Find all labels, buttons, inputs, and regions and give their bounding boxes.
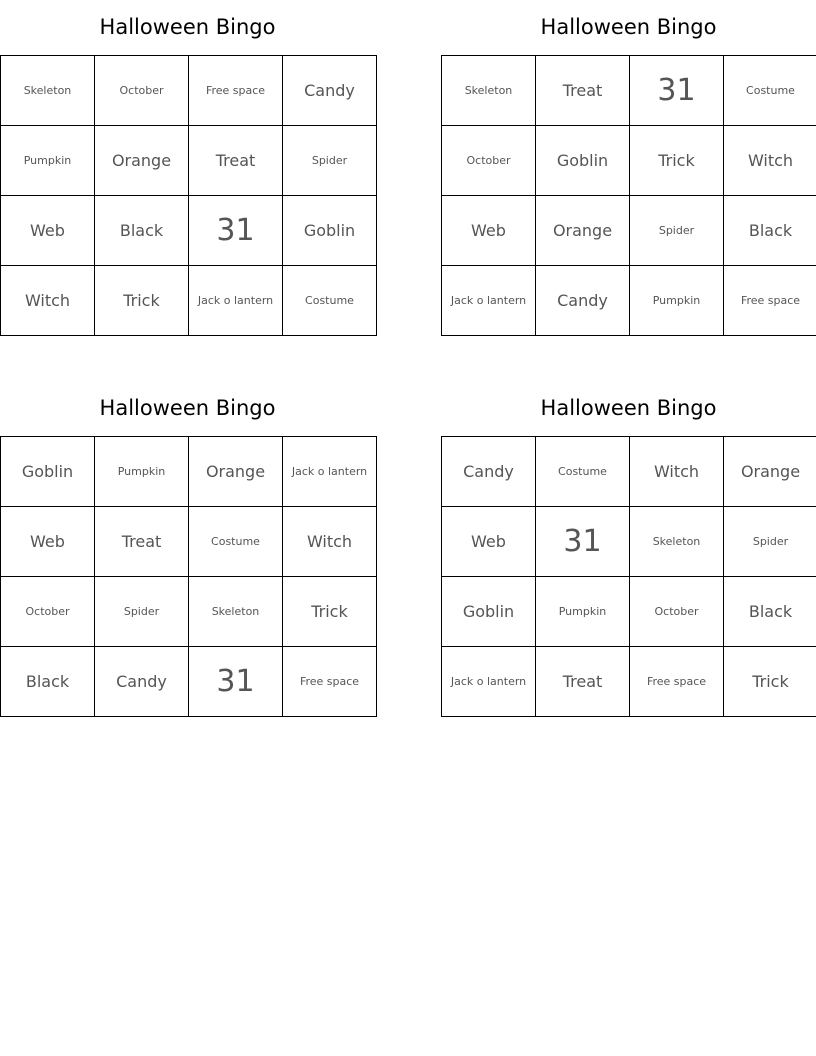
bingo-cell: Goblin <box>536 126 630 196</box>
bingo-cell: Costume <box>724 56 816 126</box>
card-title: Halloween Bingo <box>99 15 276 39</box>
bingo-row <box>1 56 377 126</box>
bingo-card <box>0 12 375 336</box>
bingo-cell: Skeleton <box>630 507 724 577</box>
bingo-cell: October <box>1 577 95 647</box>
bingo-cell: Candy <box>95 647 189 717</box>
bingo-cell: Web <box>1 507 95 577</box>
bingo-cell: Orange <box>724 437 816 507</box>
bingo-cell: 31 <box>536 507 630 577</box>
bingo-row <box>1 507 377 577</box>
bingo-cell: Pumpkin <box>536 577 630 647</box>
bingo-cell: Trick <box>724 647 816 717</box>
bingo-cell: Jack o lantern <box>283 437 377 507</box>
bingo-cell: Treat <box>95 507 189 577</box>
bingo-cell: Black <box>95 196 189 266</box>
bingo-cell: Black <box>1 647 95 717</box>
bingo-card <box>0 393 375 717</box>
card-title: Halloween Bingo <box>540 15 717 39</box>
bingo-cell: Skeleton <box>1 56 95 126</box>
bingo-cell: Spider <box>283 126 377 196</box>
bingo-cell: Treat <box>189 126 283 196</box>
bingo-cell: Treat <box>536 56 630 126</box>
bingo-row <box>442 56 816 126</box>
bingo-row <box>442 266 816 336</box>
bingo-cell: Orange <box>189 437 283 507</box>
bingo-cell: Free space <box>724 266 816 336</box>
bingo-cell: Skeleton <box>189 577 283 647</box>
bingo-row <box>442 647 816 717</box>
bingo-cell: Pumpkin <box>1 126 95 196</box>
bingo-cell: Pumpkin <box>630 266 724 336</box>
bingo-grid <box>0 55 377 336</box>
bingo-cell: October <box>630 577 724 647</box>
bingo-cell: Jack o lantern <box>442 647 536 717</box>
bingo-row <box>1 437 377 507</box>
bingo-cell: Trick <box>283 577 377 647</box>
bingo-cell: Free space <box>283 647 377 717</box>
bingo-cell: Candy <box>536 266 630 336</box>
bingo-row <box>442 126 816 196</box>
card-title: Halloween Bingo <box>99 396 276 420</box>
bingo-row <box>442 437 816 507</box>
card-title: Halloween Bingo <box>540 396 717 420</box>
bingo-row <box>442 577 816 647</box>
bingo-cell: Black <box>724 196 816 266</box>
bingo-cell: Web <box>442 196 536 266</box>
bingo-card <box>441 12 816 336</box>
bingo-cell: Trick <box>95 266 189 336</box>
bingo-row <box>442 196 816 266</box>
bingo-cell: Candy <box>283 56 377 126</box>
bingo-cell: Orange <box>536 196 630 266</box>
bingo-cell: Web <box>1 196 95 266</box>
bingo-row <box>1 647 377 717</box>
bingo-cell: Pumpkin <box>95 437 189 507</box>
bingo-cell: Spider <box>724 507 816 577</box>
bingo-cell: 31 <box>189 196 283 266</box>
bingo-cell: Goblin <box>283 196 377 266</box>
bingo-cell: Witch <box>1 266 95 336</box>
bingo-cell: Trick <box>630 126 724 196</box>
bingo-cell: Jack o lantern <box>442 266 536 336</box>
bingo-cell: Free space <box>189 56 283 126</box>
bingo-cell: October <box>442 126 536 196</box>
bingo-grid <box>0 436 377 717</box>
bingo-cell: Witch <box>724 126 816 196</box>
bingo-cell: Orange <box>95 126 189 196</box>
bingo-cell: 31 <box>630 56 724 126</box>
bingo-cell: 31 <box>189 647 283 717</box>
bingo-cell: Costume <box>536 437 630 507</box>
bingo-row <box>1 266 377 336</box>
bingo-cell: Candy <box>442 437 536 507</box>
bingo-cell: Spider <box>95 577 189 647</box>
bingo-grid <box>441 436 816 717</box>
bingo-row <box>442 507 816 577</box>
bingo-cell: Spider <box>630 196 724 266</box>
bingo-cell: Witch <box>283 507 377 577</box>
bingo-row <box>1 196 377 266</box>
bingo-cell: Costume <box>283 266 377 336</box>
bingo-row <box>1 577 377 647</box>
bingo-cell: Goblin <box>442 577 536 647</box>
bingo-cell: Goblin <box>1 437 95 507</box>
bingo-cell: Black <box>724 577 816 647</box>
bingo-cell: Web <box>442 507 536 577</box>
bingo-cell: Costume <box>189 507 283 577</box>
bingo-cell: Witch <box>630 437 724 507</box>
bingo-cell: Skeleton <box>442 56 536 126</box>
bingo-cell: October <box>95 56 189 126</box>
bingo-row <box>1 126 377 196</box>
bingo-card <box>441 393 816 717</box>
bingo-cell: Jack o lantern <box>189 266 283 336</box>
bingo-grid <box>441 55 816 336</box>
bingo-cell: Free space <box>630 647 724 717</box>
bingo-cell: Treat <box>536 647 630 717</box>
